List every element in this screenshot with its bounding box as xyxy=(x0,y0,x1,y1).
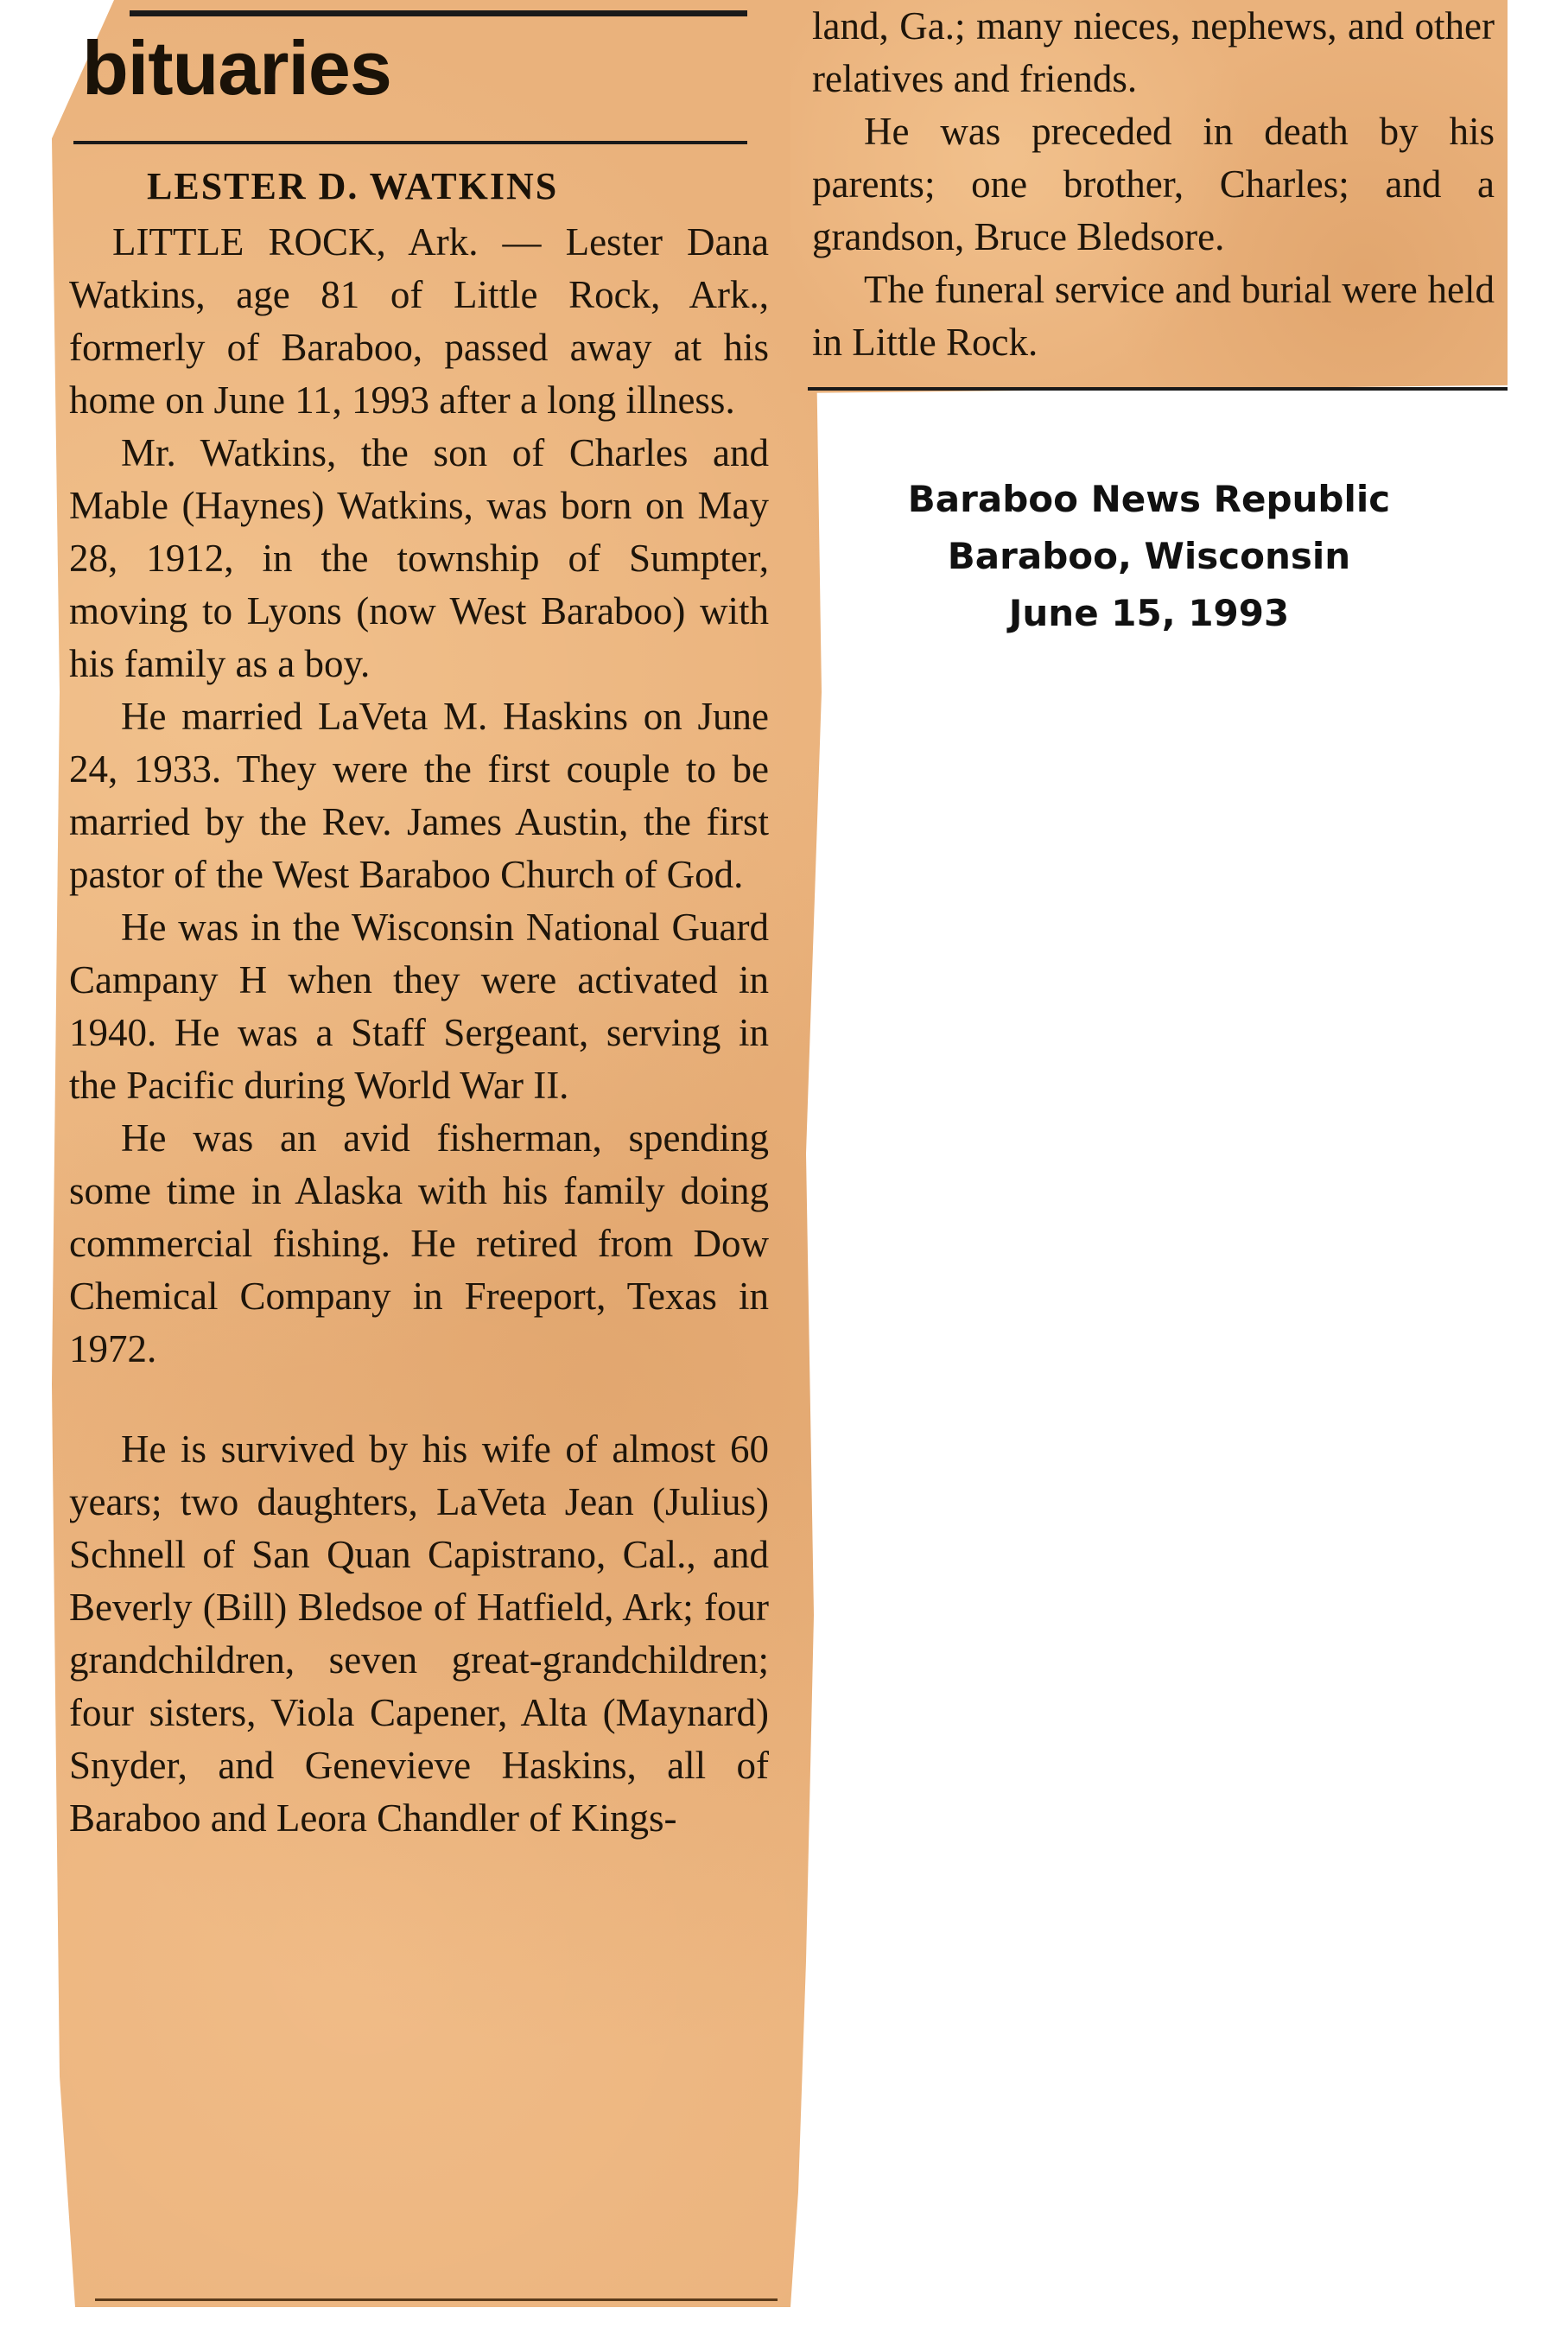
source-newspaper: Baraboo News Republic xyxy=(907,478,1391,520)
source-date: June 15, 1993 xyxy=(1008,592,1290,634)
bottom-rule-left xyxy=(95,2298,778,2301)
paragraph-gap xyxy=(69,1376,769,1423)
obituary-paragraph: land, Ga.; many nieces, nephews, and other relatives and friends. xyxy=(812,4,1495,100)
obituary-paragraph: LITTLE ROCK, Ark. — Lester Dana Watkins, age 81 of Little Rock, Ark., formerly of Baraboo, passed away at his home on June 11, 1993 after a long illness. xyxy=(69,220,769,422)
obituary-paragraph: He was an avid fisherman, spending some time in Alaska with his family doing commercial fishing. He retired from Dow Chemical Company in Freeport, Texas in 1972. xyxy=(69,1116,769,1370)
top-rule xyxy=(130,10,747,16)
obituary-name: LESTER D. WATKINS xyxy=(147,165,559,207)
obituary-paragraph: Mr. Watkins, the son of Charles and Mable (Haynes) Watkins, was born on May 28, 1912, in the township of Sumpter, moving to Lyons (now West Baraboo) with his family as a boy. xyxy=(69,431,769,685)
obituary-paragraph: He married LaVeta M. Haskins on June 24, 1933. They were the first couple to be married by the Rev. James Austin, the first pastor of the West Baraboo Church of God. xyxy=(69,695,769,896)
source-location: Baraboo, Wisconsin xyxy=(947,535,1351,577)
obituary-paragraph: He was in the Wisconsin National Guard Campany H when they were activated in 1940. He was a Staff Sergeant, serving in the Pacific during World War II. xyxy=(69,906,769,1107)
bottom-rule-right xyxy=(808,387,1508,391)
headline-rule xyxy=(73,141,747,144)
source-caption xyxy=(864,471,1434,642)
obituary-left-column xyxy=(69,216,769,1845)
obituary-right-column xyxy=(812,0,1495,369)
obituary-paragraph: He is survived by his wife of almost 60 years; two daughters, LaVeta Jean (Julius) Schnell of San Quan Capistrano, Cal., and Beverly (Bill) Bledsoe of Hatfield, Ark; four grandchildren, seven great-grandchildren; four sisters, Viola Capener, Alta (Maynard) Snyder, and Genevieve Haskins, all of Baraboo and Leora Chandler of Kings- xyxy=(69,1427,769,1840)
obituary-paragraph: He was preceded in death by his parents; one brother, Charles; and a grandson, Bruce Bledsore. xyxy=(812,110,1495,258)
section-title: bituaries xyxy=(82,25,391,111)
obituary-paragraph: The funeral service and burial were held in Little Rock. xyxy=(812,268,1495,364)
